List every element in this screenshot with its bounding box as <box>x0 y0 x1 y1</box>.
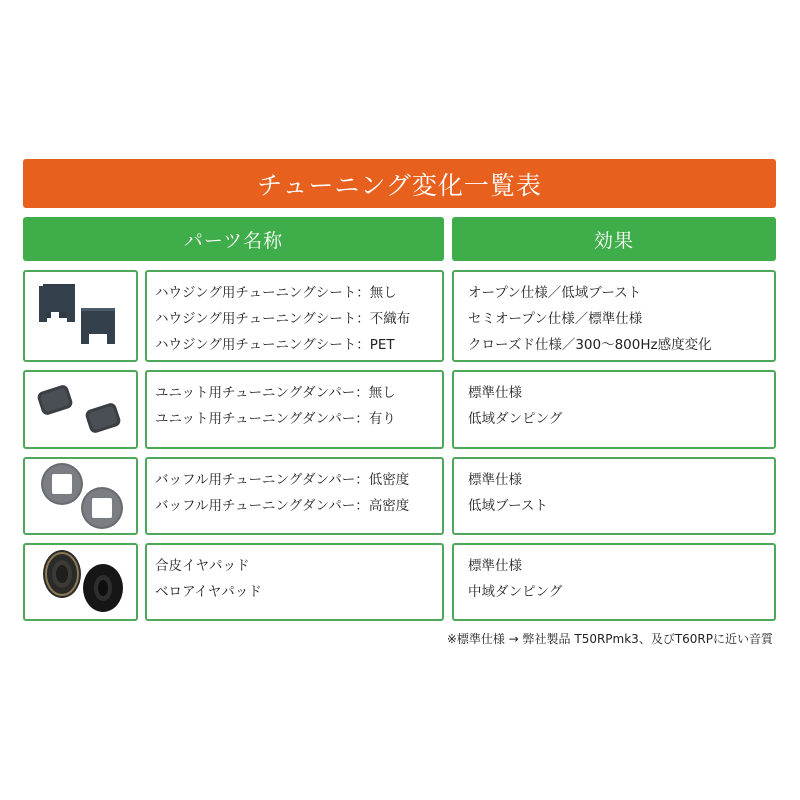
effect-line: クローズド仕様／300～800Hz感度変化 <box>468 337 712 353</box>
parts-line: 合皮イヤパッド <box>155 558 250 574</box>
effect-line: 低域ダンピング <box>468 411 563 427</box>
effect-line: 中域ダンピング <box>468 584 563 600</box>
parts-cell <box>145 370 444 449</box>
effect-line: 標準仕様 <box>468 472 522 488</box>
parts-line: ユニット用チューニングダンパー：無し <box>155 385 396 401</box>
baffle-damper-image <box>23 457 138 535</box>
effect-cell <box>452 457 776 535</box>
parts-line: ユニット用チューニングダンパー：有り <box>155 411 396 427</box>
ear-pad-icon <box>25 545 136 619</box>
effect-cell <box>452 543 776 621</box>
unit-damper-image <box>23 370 138 449</box>
housing-sheet-image <box>23 270 138 362</box>
parts-line: ベロアイヤパッド <box>155 584 262 600</box>
effect-cell <box>452 270 776 362</box>
parts-cell <box>145 457 444 535</box>
effect-column-header: 効果 <box>452 217 776 261</box>
effect-line: 低域ブースト <box>468 498 548 514</box>
effect-line: オープン仕様／低域ブースト <box>468 285 642 301</box>
effect-cell <box>452 370 776 449</box>
housing-sheet-icon <box>25 272 136 360</box>
parts-line: ハウジング用チューニングシート：無し <box>155 285 397 301</box>
footnote: ※標準仕様 → 弊社製品 T50RPmk3、及びT60RPに近い音質 <box>446 632 773 646</box>
parts-column-header: パーツ名称 <box>23 217 444 261</box>
parts-line: バッフル用チューニングダンパー：高密度 <box>155 498 410 514</box>
effect-line: 標準仕様 <box>468 385 522 401</box>
baffle-damper-icon <box>25 459 136 533</box>
effect-line: 標準仕様 <box>468 558 522 574</box>
table-title: チューニング変化一覧表 <box>23 159 776 208</box>
parts-line: ハウジング用チューニングシート：不織布 <box>155 311 411 327</box>
effect-line: セミオープン仕様／標準仕様 <box>468 311 643 327</box>
unit-damper-icon <box>25 372 136 447</box>
parts-cell <box>145 543 444 621</box>
parts-line: ハウジング用チューニングシート：PET <box>155 337 395 353</box>
ear-pad-image <box>23 543 138 621</box>
parts-cell <box>145 270 444 362</box>
parts-line: バッフル用チューニングダンパー：低密度 <box>155 472 410 488</box>
